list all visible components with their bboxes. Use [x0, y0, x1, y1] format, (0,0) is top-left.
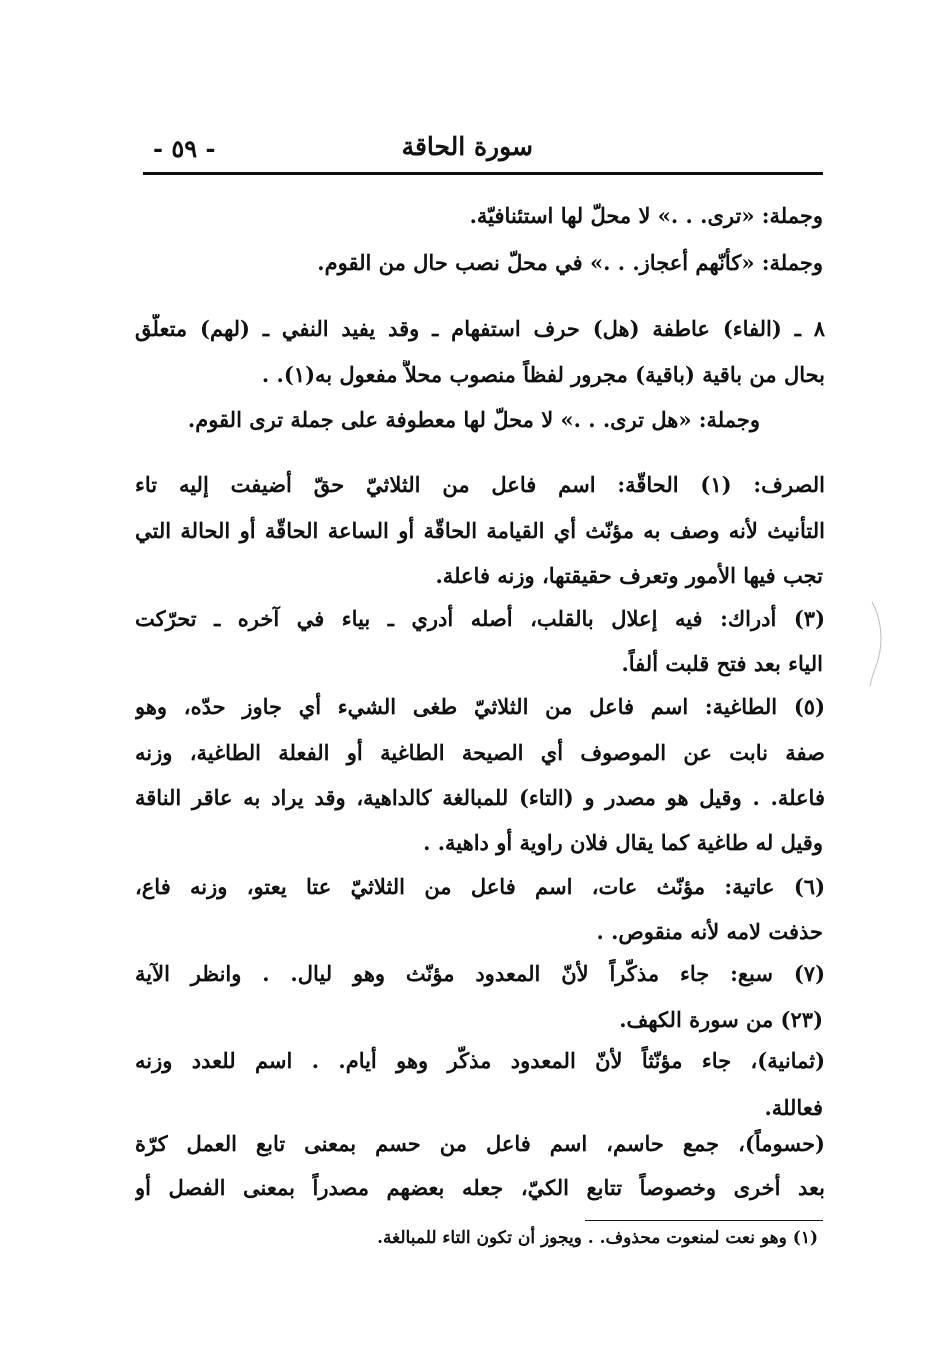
text-line: (ثمانية)، جاء مؤنّثاً لأنّ المعدود مذكّر وهو أيام. . اسم للعدد وزنه	[135, 1048, 825, 1073]
text-line: وقيل له طاغية كما يقال فلان راوية أو داهية. .	[423, 830, 823, 855]
text-line: وجملة: «كأنّهم أعجاز. . .» في محلّ نصب حال من القوم.	[317, 250, 823, 275]
text-line: الياء بعد فتح قلبت ألفاً.	[621, 651, 823, 676]
text-line: فعاللة.	[764, 1095, 823, 1120]
margin-pencil-mark	[868, 600, 888, 690]
header-rule	[143, 172, 823, 175]
text-line: (٣) أدراك: فيه إعلال بالقلب، أصله أدري ـ بياء في آخره ـ تحرّكت	[135, 606, 825, 631]
page-number: - ٥٩ -	[153, 134, 216, 163]
footnote: (١) وهو نعت لمنعوت محذوف. . ويجوز أن تكون التاء للمبالغة.	[377, 1228, 818, 1248]
text-line: بعد أخرى وخصوصاً تتابع الكيّ، جعله بعضهم مصدراً بمعنى الفصل أو	[135, 1175, 825, 1200]
text-line: الصرف: (١) الحاقّة: اسم فاعل من الثلاثيّ حقّ أضيفت إليه تاء	[135, 472, 825, 497]
text-line: بحال من باقية (باقية) مجرور لفظاً منصوب محلاًّ مفعول به(١). .	[261, 362, 825, 387]
text-line: (٢٣) من سورة الكهف.	[619, 1007, 823, 1032]
text-line: تجب فيها الأمور وتعرف حقيقتها، وزنه فاعلة.	[435, 563, 823, 588]
text-line: وجملة: «هل ترى. . .» لا محلّ لها معطوفة على جملة ترى القوم.	[187, 407, 760, 432]
text-line: (٧) سبع: جاء مذكّراً لأنّ المعدود مؤنّث وهو ليال. . وانظر الآية	[135, 961, 825, 986]
text-line: صفة نابت عن الموصوف أي الصيحة الطاغية أو الفعلة الطاغية، وزنه	[135, 740, 825, 765]
text-line: (٦) عاتية: مؤنّث عات، اسم فاعل من الثلاثيّ عتا يعتو، وزنه فاع،	[135, 874, 825, 899]
text-line: ٨ ـ (الفاء) عاطفة (هل) حرف استفهام ـ وقد يفيد النفي ـ (لهم) متعلّق	[135, 316, 825, 341]
footnote-rule	[585, 1220, 823, 1221]
text-line: وجملة: «ترى. . .» لا محلّ لها استئنافيّة.	[469, 203, 823, 228]
text-line: حذفت لامه لأنه منقوص. .	[596, 919, 823, 944]
page-title: سورة الحاقة	[401, 132, 533, 161]
page-header	[145, 128, 823, 168]
text-line: فاعلة. . وقيل هو مصدر و (التاء) للمبالغة كالداهية، وقد يراد به عاقر الناقة	[135, 785, 825, 810]
text-line: (حسوماً)، جمع حاسم، اسم فاعل من حسم بمعنى تابع العمل كرّة	[135, 1131, 825, 1156]
text-line: (٥) الطاغية: اسم فاعل من الثلاثيّ طغى الشيء أي جاوز حدّه، وهو	[135, 694, 825, 719]
text-line: التأنيث لأنه وصف به مؤنّث أي القيامة الحاقّة أو الساعة الحاقّة أو الحالة التي	[135, 518, 825, 543]
